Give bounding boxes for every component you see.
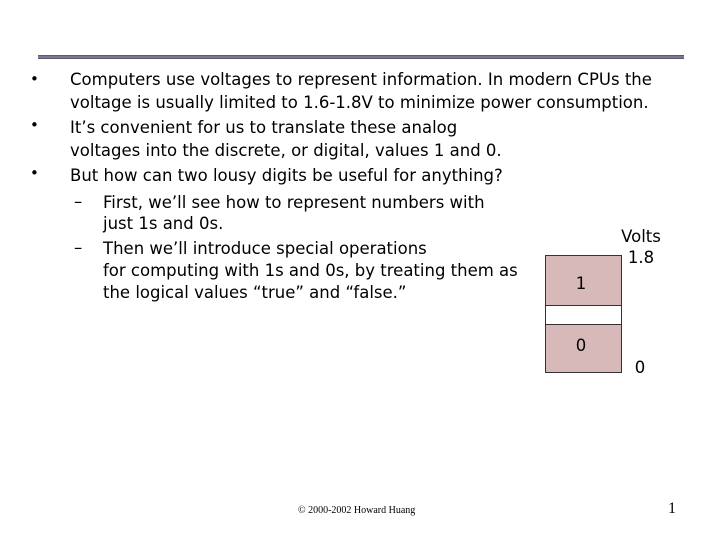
sub-bullet-2-line-1: Then we’ll introduce special operations	[103, 239, 427, 258]
sub-bullet-dash: –	[74, 238, 83, 257]
bullet-1-line-2: voltage is usually limited to 1.6-1.8V to minimize power consumption.	[70, 93, 649, 112]
volts-axis-label: Volts	[621, 227, 661, 246]
bottom-voltage-value: 0	[634, 358, 646, 377]
copyright-footer: © 2000-2002 Howard Huang	[298, 505, 416, 516]
high-region-label: 1	[575, 274, 587, 293]
top-voltage-value: 1.8	[627, 248, 655, 267]
bullet-dot: •	[30, 164, 39, 182]
bullet-3-line-1: But how can two lousy digits be useful for anything?	[70, 166, 503, 185]
page-number: 1	[668, 500, 676, 517]
voltage-gap	[545, 305, 622, 325]
bullet-1-line-1: Computers use voltages to represent information. In modern CPUs the	[70, 70, 652, 89]
sub-bullet-1-line-1: First, we’ll see how to represent numbers with	[103, 193, 485, 212]
sub-bullet-1-line-2: just 1s and 0s.	[103, 214, 224, 233]
bullet-2-line-1: It’s convenient for us to translate these analog	[70, 118, 458, 137]
low-region-label: 0	[575, 336, 587, 355]
title-rule	[38, 55, 684, 59]
bullet-2-line-2: voltages into the discrete, or digital, values 1 and 0.	[70, 141, 502, 160]
bullet-dot: •	[30, 116, 39, 134]
sub-bullet-2-line-2: for computing with 1s and 0s, by treating them as	[103, 261, 518, 280]
sub-bullet-dash: –	[74, 192, 83, 211]
sub-bullet-2-line-3: the logical values “true” and “false.”	[103, 283, 407, 302]
bullet-dot: •	[30, 70, 39, 88]
